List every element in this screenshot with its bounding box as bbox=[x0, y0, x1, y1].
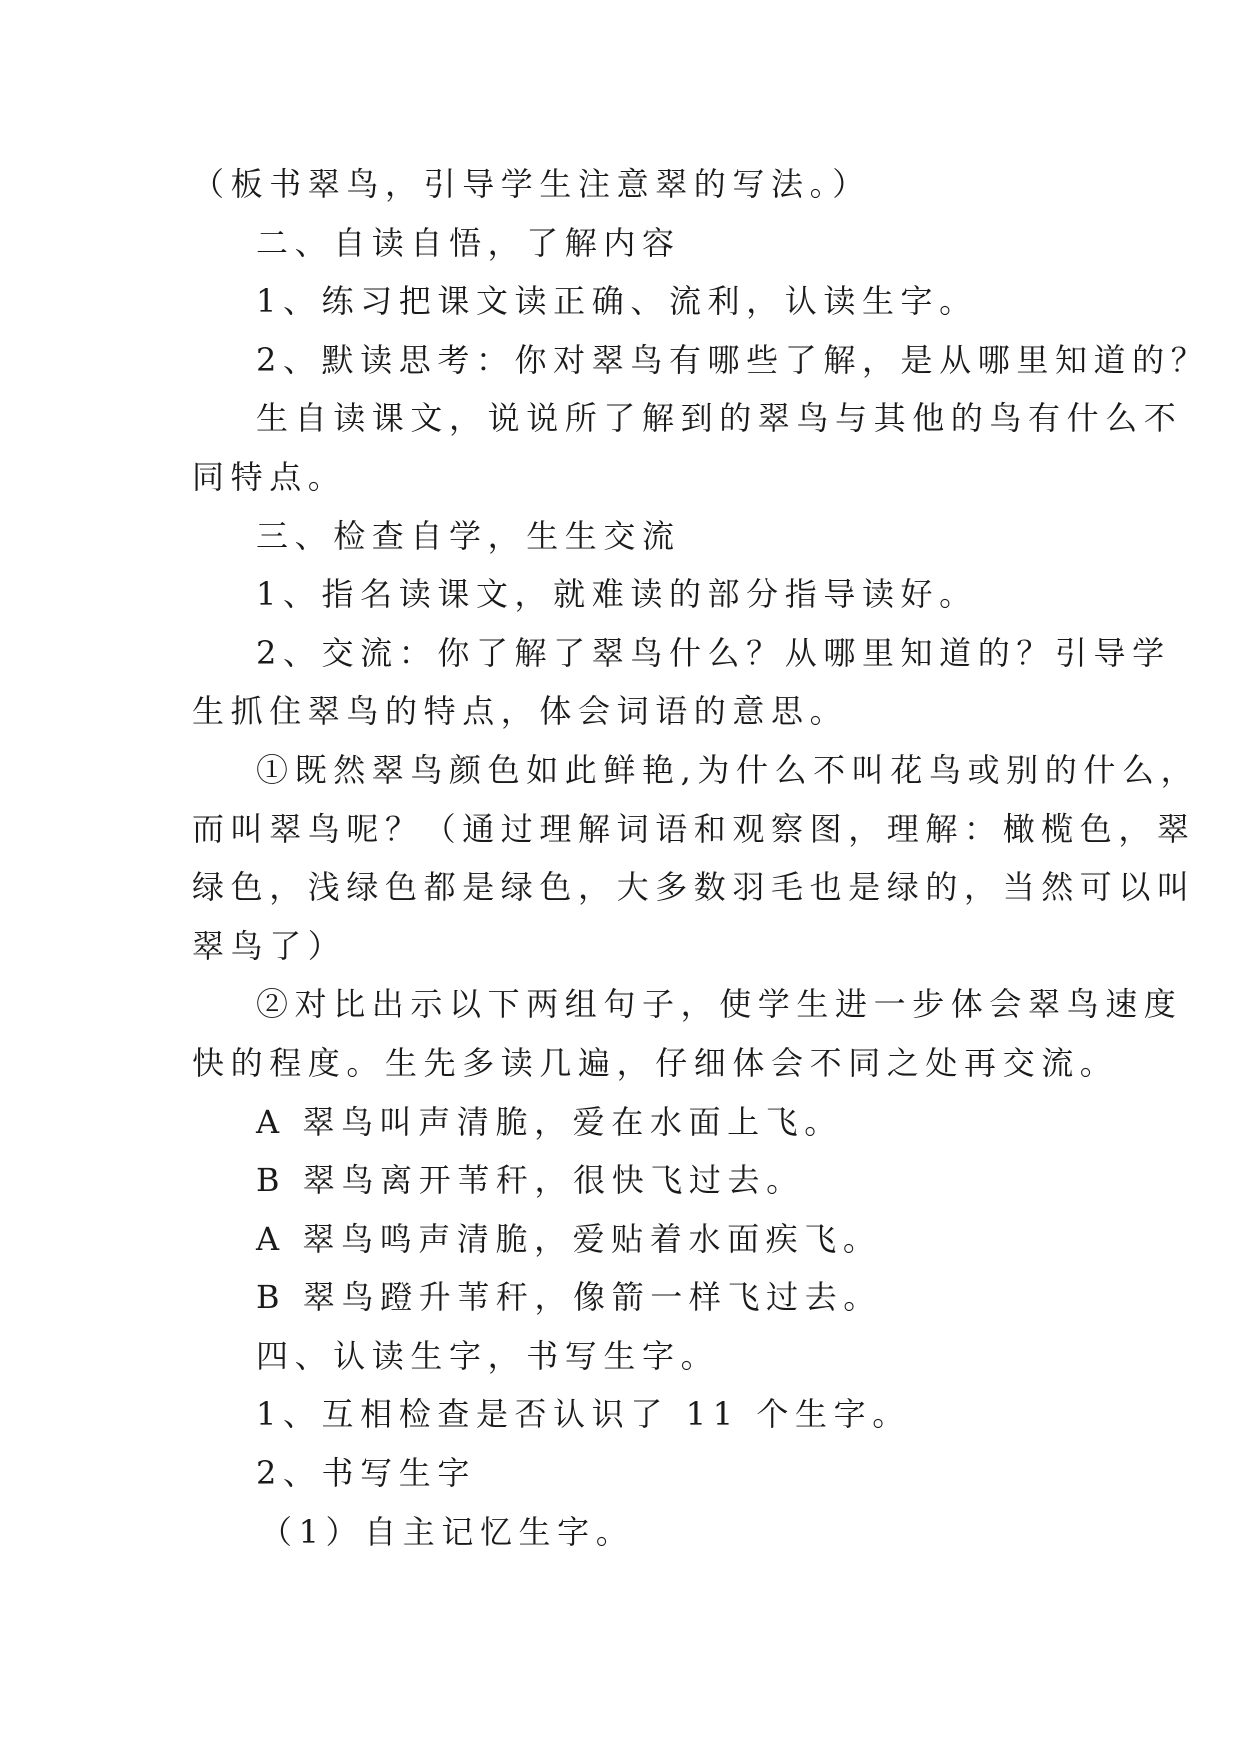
text-line: 快的程度。生先多读几遍，仔细体会不同之处再交流。 bbox=[192, 1043, 1119, 1082]
text-line: （板书翠鸟，引导学生注意翠的写法。） bbox=[192, 165, 871, 203]
text-line: ②对比出示以下两组句子，使学生进一步体会翠鸟速度 bbox=[256, 985, 1183, 1024]
text-line: 1、练习把课文读正确、流利，认读生字。 bbox=[256, 282, 978, 321]
text-line: 同特点。 bbox=[192, 457, 347, 496]
text-line: 二、自读自悟，了解内容 bbox=[256, 223, 681, 262]
text-line: 2、默读思考：你对翠鸟有哪些了解，是从哪里知道的？ bbox=[256, 340, 1210, 379]
text-line: B 翠鸟蹬升苇秆，像箭一样飞过去。 bbox=[256, 1278, 882, 1317]
text-line: 1、互相检查是否认识了 11 个生字。 bbox=[256, 1395, 911, 1434]
text-line: 2、交流：你了解了翠鸟什么？从哪里知道的？引导学 bbox=[256, 633, 1171, 672]
text-line: 三、检查自学，生生交流 bbox=[256, 516, 681, 555]
text-line: ①既然翠鸟颜色如此鲜艳,为什么不叫花鸟或别的什么， bbox=[256, 750, 1200, 789]
text-line: A 翠鸟鸣声清脆，爱贴着水面疾飞。 bbox=[256, 1219, 882, 1258]
text-line: 生抓住翠鸟的特点，体会词语的意思。 bbox=[192, 692, 849, 731]
text-line: 绿色，浅绿色都是绿色，大多数羽毛也是绿的，当然可以叫 bbox=[192, 868, 1196, 907]
text-line: 生自读课文，说说所了解到的翠鸟与其他的鸟有什么不 bbox=[256, 399, 1183, 438]
text-line: 1、指名读课文，就难读的部分指导读好。 bbox=[256, 575, 978, 614]
text-line: 翠鸟了） bbox=[192, 926, 347, 965]
text-line: （1）自主记忆生字。 bbox=[260, 1512, 635, 1551]
text-line: 而叫翠鸟呢？（通过理解词语和观察图，理解：橄榄色，翠 bbox=[192, 809, 1196, 848]
text-line: 2、书写生字 bbox=[256, 1454, 476, 1493]
text-line: B 翠鸟离开苇秆，很快飞过去。 bbox=[256, 1161, 805, 1200]
text-line: A 翠鸟叫声清脆，爱在水面上飞。 bbox=[256, 1102, 843, 1141]
text-line: 四、认读生字，书写生字。 bbox=[256, 1336, 720, 1375]
document-body bbox=[192, 155, 1210, 1561]
